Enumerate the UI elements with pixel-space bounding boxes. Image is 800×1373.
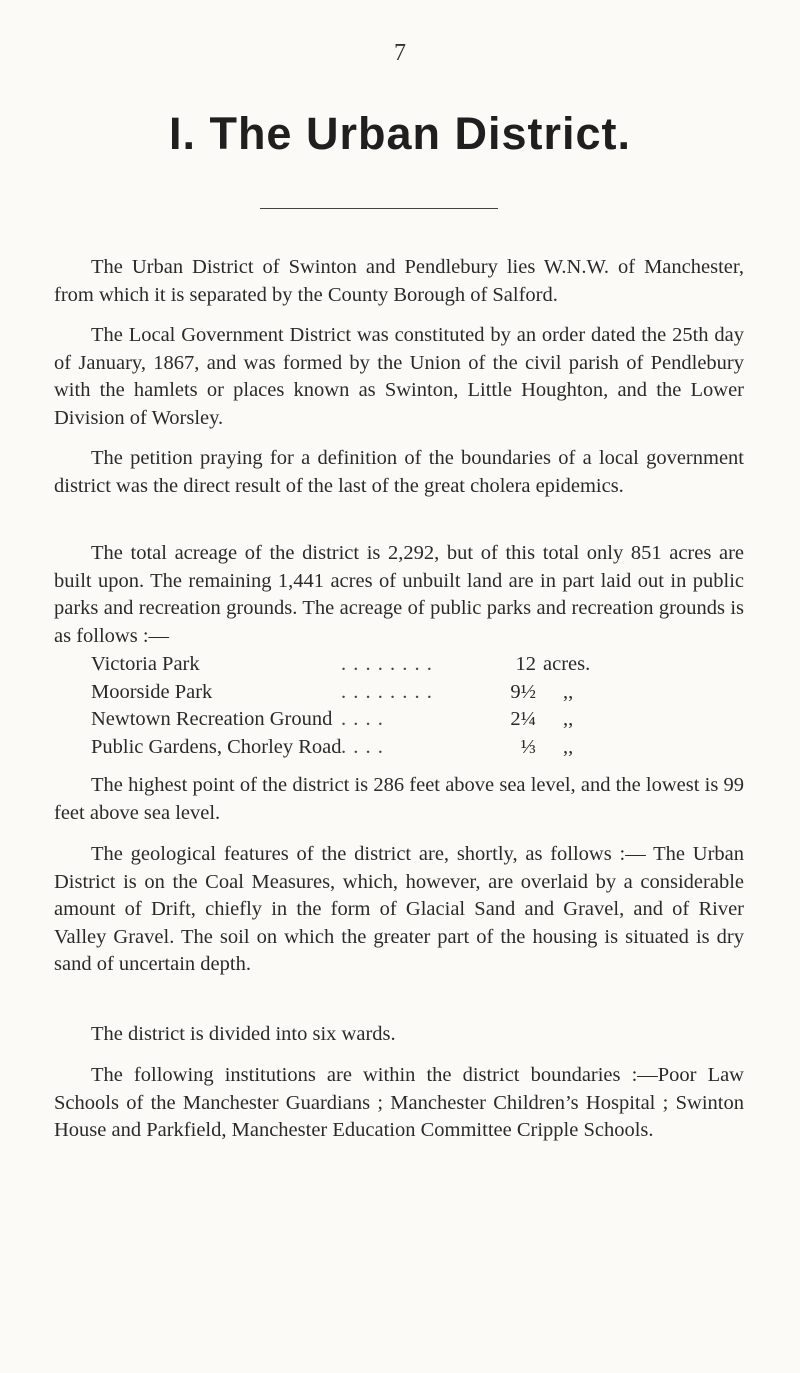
leader-dots: . . . . bbox=[341, 708, 384, 730]
paragraph-institutions: The following institutions are within the district boundaries :—Poor Law Schools of the Manchester Guardians ; Manchester Children’s Hospital ; Swinton House and Parkfield, Manchester Education Committee Cripple Schools. bbox=[54, 1064, 744, 1141]
park-acreage: ⅓ bbox=[520, 735, 536, 758]
park-unit: ,, bbox=[563, 708, 574, 730]
park-acreage: 9½ bbox=[510, 680, 536, 703]
heading-rule bbox=[260, 208, 498, 209]
park-row-chorley-road bbox=[91, 734, 751, 762]
park-acreage: 2¼ bbox=[510, 708, 536, 730]
paragraph-elevation: The highest point of the district is 286 feet above sea level, and the lowest is 99 feet above sea level. bbox=[54, 774, 744, 824]
park-row-victoria bbox=[91, 651, 751, 679]
paragraph-geology: The geological features of the district are, shortly, as follows :— The Urban District is on the Coal Measures, which, however, are overlaid by a considerable amount of Drift, chiefly in the form of Glacial Sand and Gravel, and of River Valley Gravel. The soil on which the greater part of the housing is situated is dry sand of uncertain depth. bbox=[54, 843, 744, 975]
leader-dots: . . . . bbox=[341, 735, 384, 758]
park-name: Victoria Park bbox=[91, 653, 200, 675]
paragraph-acreage: The total acreage of the district is 2,292, but of this total only 851 acres are built upon. The remaining 1,441 acres of unbuilt land are in part laid out in public parks and recreation grounds. The acreage of public parks and recreation grounds is as follows :— bbox=[54, 542, 744, 647]
park-unit: ,, bbox=[563, 735, 574, 758]
paragraph-location: The Urban District of Swinton and Pendlebury lies W.N.W. of Manchester, from which it is separated by the County Borough of Salford. bbox=[54, 256, 744, 306]
park-acreage: 12 bbox=[515, 653, 536, 675]
paragraph-constitution: The Local Government District was constituted by an order dated the 25th day of January, 1867, and was formed by the Union of the civil parish of Pendlebury with the hamlets or places known as Swinton, Little Houghton, and the Lower Division of Worsley. bbox=[54, 324, 744, 429]
park-row-newtown bbox=[91, 706, 751, 734]
section-heading: I. The Urban District. bbox=[168, 108, 632, 159]
park-row-moorside bbox=[91, 679, 751, 707]
page-number: 7 bbox=[394, 40, 406, 66]
paragraph-wards: The district is divided into six wards. bbox=[91, 1023, 396, 1045]
paragraph-petition: The petition praying for a definition of the boundaries of a local government district was the direct result of the last of the great cholera epidemics. bbox=[54, 447, 744, 497]
park-unit: acres. bbox=[543, 653, 591, 675]
park-unit: ,, bbox=[563, 680, 574, 703]
park-name: Newtown Recreation Ground bbox=[91, 708, 333, 730]
leader-dots: . . . . . . . . bbox=[341, 653, 433, 675]
parks-table bbox=[91, 651, 751, 761]
leader-dots: . . . . . . . . bbox=[341, 680, 433, 703]
park-name: Public Gardens, Chorley Road bbox=[91, 735, 342, 758]
park-name: Moorside Park bbox=[91, 680, 213, 703]
